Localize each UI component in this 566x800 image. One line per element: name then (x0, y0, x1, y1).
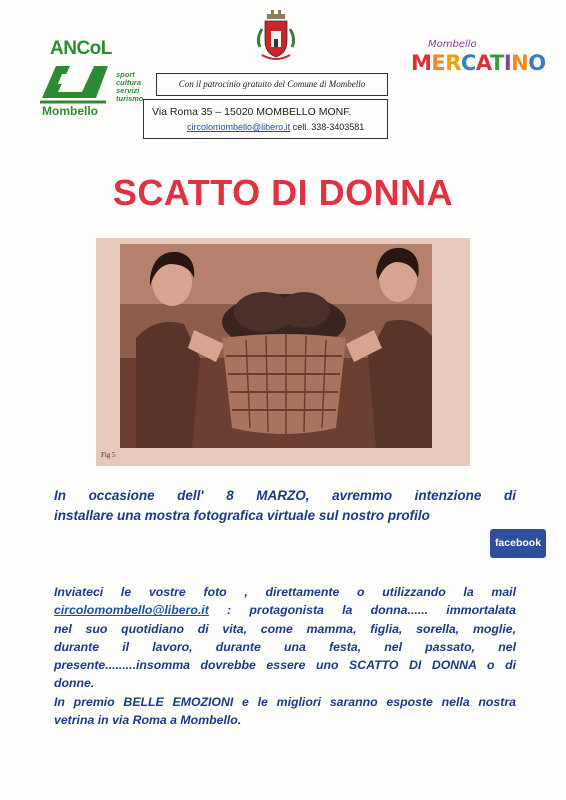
address-box (143, 99, 388, 139)
ancol-emblem-icon (36, 60, 116, 104)
mercatino-name: MERCATINO (411, 51, 546, 75)
phone-number: cell. 338-3403581 (292, 122, 365, 132)
coat-of-arms-icon (254, 9, 298, 71)
ancol-tag: turismo (116, 94, 144, 103)
email-link[interactable]: circolomombello@libero.it (54, 603, 209, 618)
ancol-tag: cultura (116, 78, 142, 87)
mercatino-town: Mombello (428, 39, 477, 50)
contact-line (187, 122, 364, 132)
body-line-rest: : protagonista la donna...... immortalata (208, 603, 516, 618)
ancol-town: Mombello (42, 104, 98, 118)
ancol-tag: sport (116, 70, 135, 79)
body-line: donne. (54, 676, 95, 691)
body-text (54, 583, 516, 729)
address-line: Via Roma 35 – 15020 MOMBELLO MONF. (152, 106, 352, 118)
body-line: presente.........insomma dovrebbe essere uno SCATTO DI DONNA o di (54, 658, 516, 673)
ancol-logo (36, 38, 144, 118)
ancol-name: ANCoL (50, 38, 112, 59)
facebook-button[interactable]: facebook (490, 529, 546, 558)
photo-image (96, 238, 470, 466)
page-title: SCATTO DI DONNA (112, 172, 454, 213)
body-line: durante il lavoro, durante una festa, nel passato, nel (54, 639, 516, 654)
body-line: In premio BELLE EMOZIONI e le migliori saranno esposte nella nostra (54, 694, 516, 709)
intro-text (54, 486, 516, 526)
body-line: vetrina in via Roma a Mombello. (54, 713, 242, 728)
intro-line: installare una mostra fotografica virtuale sul nostro profilo (54, 508, 430, 523)
body-line (54, 601, 516, 619)
body-line: Inviateci le vostre foto , direttamente o utilizzando la mail (54, 585, 516, 599)
patronage-box: Con il patrocinio gratuito del Comune di Mombello (156, 73, 388, 96)
intro-line: In occasione dell' 8 MARZO, avremmo intenzione di (54, 488, 516, 503)
ancol-tag: servizi (116, 86, 140, 95)
vintage-photo (96, 238, 470, 466)
photo-caption: Fig 5 (101, 451, 116, 459)
mercatino-logo (398, 35, 546, 81)
email-link[interactable]: circolomombello@libero.it (187, 122, 291, 132)
body-line: nel suo quotidiano di vita, come mamma, figlia, sorella, moglie, (54, 621, 516, 636)
